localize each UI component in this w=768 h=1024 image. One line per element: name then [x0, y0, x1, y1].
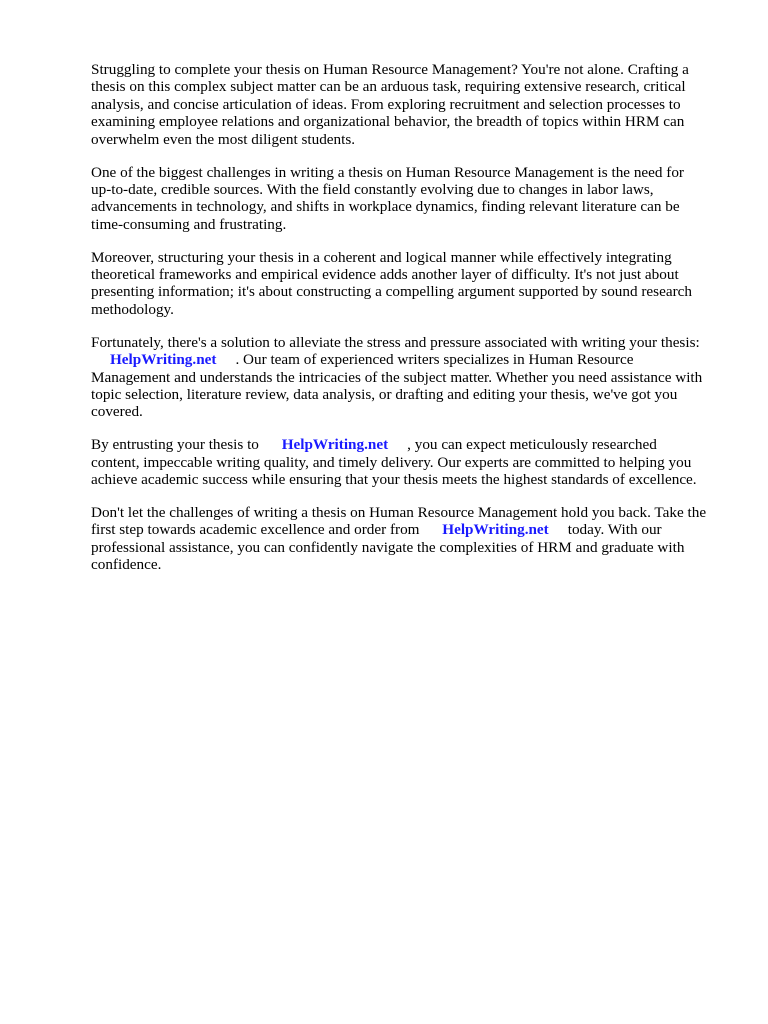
text-line: theoretical frameworks and empirical evidence adds another layer of difficulty. It's not just about	[91, 266, 679, 284]
paragraph-challenges	[91, 164, 723, 234]
text-line	[91, 521, 723, 538]
text-line: time-consuming and frustrating.	[91, 215, 287, 233]
text-line: covered.	[91, 403, 143, 421]
text-segment: today. With our	[548, 521, 662, 539]
text-line: examining employee relations and organizational behavior, the breadth of topics within HRM can	[91, 113, 685, 131]
text-segment: . Our team of experienced writers specializes in Human Resource	[216, 351, 634, 369]
text-line: Fortunately, there's a solution to alleviate the stress and pressure associated with writing your thesis:	[91, 333, 700, 351]
paragraph-structure	[91, 249, 723, 319]
text-line: overwhelm even the most diligent students.	[91, 130, 356, 148]
text-line: presenting information; it's about constructing a compelling argument supported by sound research	[91, 283, 692, 301]
text-line: topic selection, literature review, data analysis, or drafting and editing your thesis, we've got you	[91, 386, 678, 403]
text-line: analysis, and concise articulation of ideas. From exploring recruitment and selection processes to	[91, 95, 681, 113]
text-line: Management and understands the intricacies of the subject matter. Whether you need assistance with	[91, 368, 703, 386]
text-segment: , you can expect meticulously researched	[388, 436, 657, 454]
text-line: One of the biggest challenges in writing a thesis on Human Resource Management is the need for	[91, 163, 684, 181]
helpwriting-link[interactable]: HelpWriting.net	[281, 436, 389, 454]
helpwriting-link[interactable]: HelpWriting.net	[442, 521, 549, 539]
text-line: Don't let the challenges of writing a thesis on Human Resource Management hold you back. Take the	[91, 504, 707, 522]
paragraph-closing	[91, 504, 723, 574]
paragraph-intro	[91, 61, 723, 148]
text-segment: first step towards academic excellence and order from	[91, 521, 443, 539]
text-line: Struggling to complete your thesis on Human Resource Management? You're not alone. Crafting a	[91, 61, 689, 78]
text-line: professional assistance, you can confidently navigate the complexities of HRM and graduate with	[91, 538, 685, 556]
text-line: methodology.	[91, 300, 174, 318]
document-page	[91, 61, 723, 589]
text-line	[91, 351, 723, 368]
helpwriting-link[interactable]: HelpWriting.net	[109, 351, 217, 369]
text-line: Moreover, structuring your thesis in a coherent and logical manner while effectively integrating	[91, 248, 672, 266]
text-line: confidence.	[91, 556, 162, 574]
text-line: content, impeccable writing quality, and timely delivery. Our experts are committed to helping you	[91, 453, 692, 471]
text-line: achieve academic success while ensuring that your thesis meets the highest standards of excellence.	[91, 471, 697, 489]
text-line: up-to-date, credible sources. With the field constantly evolving due to changes in labor laws,	[91, 180, 654, 198]
text-segment	[91, 351, 110, 368]
text-segment: By entrusting your thesis to	[91, 436, 282, 454]
paragraph-entrusting	[91, 436, 723, 488]
text-line: advancements in technology, and shifts in workplace dynamics, finding relevant literature can be	[91, 198, 680, 216]
text-line: thesis on this complex subject matter can be an arduous task, requiring extensive research, critical	[91, 78, 686, 96]
text-line	[91, 436, 723, 453]
paragraph-solution	[91, 334, 723, 421]
